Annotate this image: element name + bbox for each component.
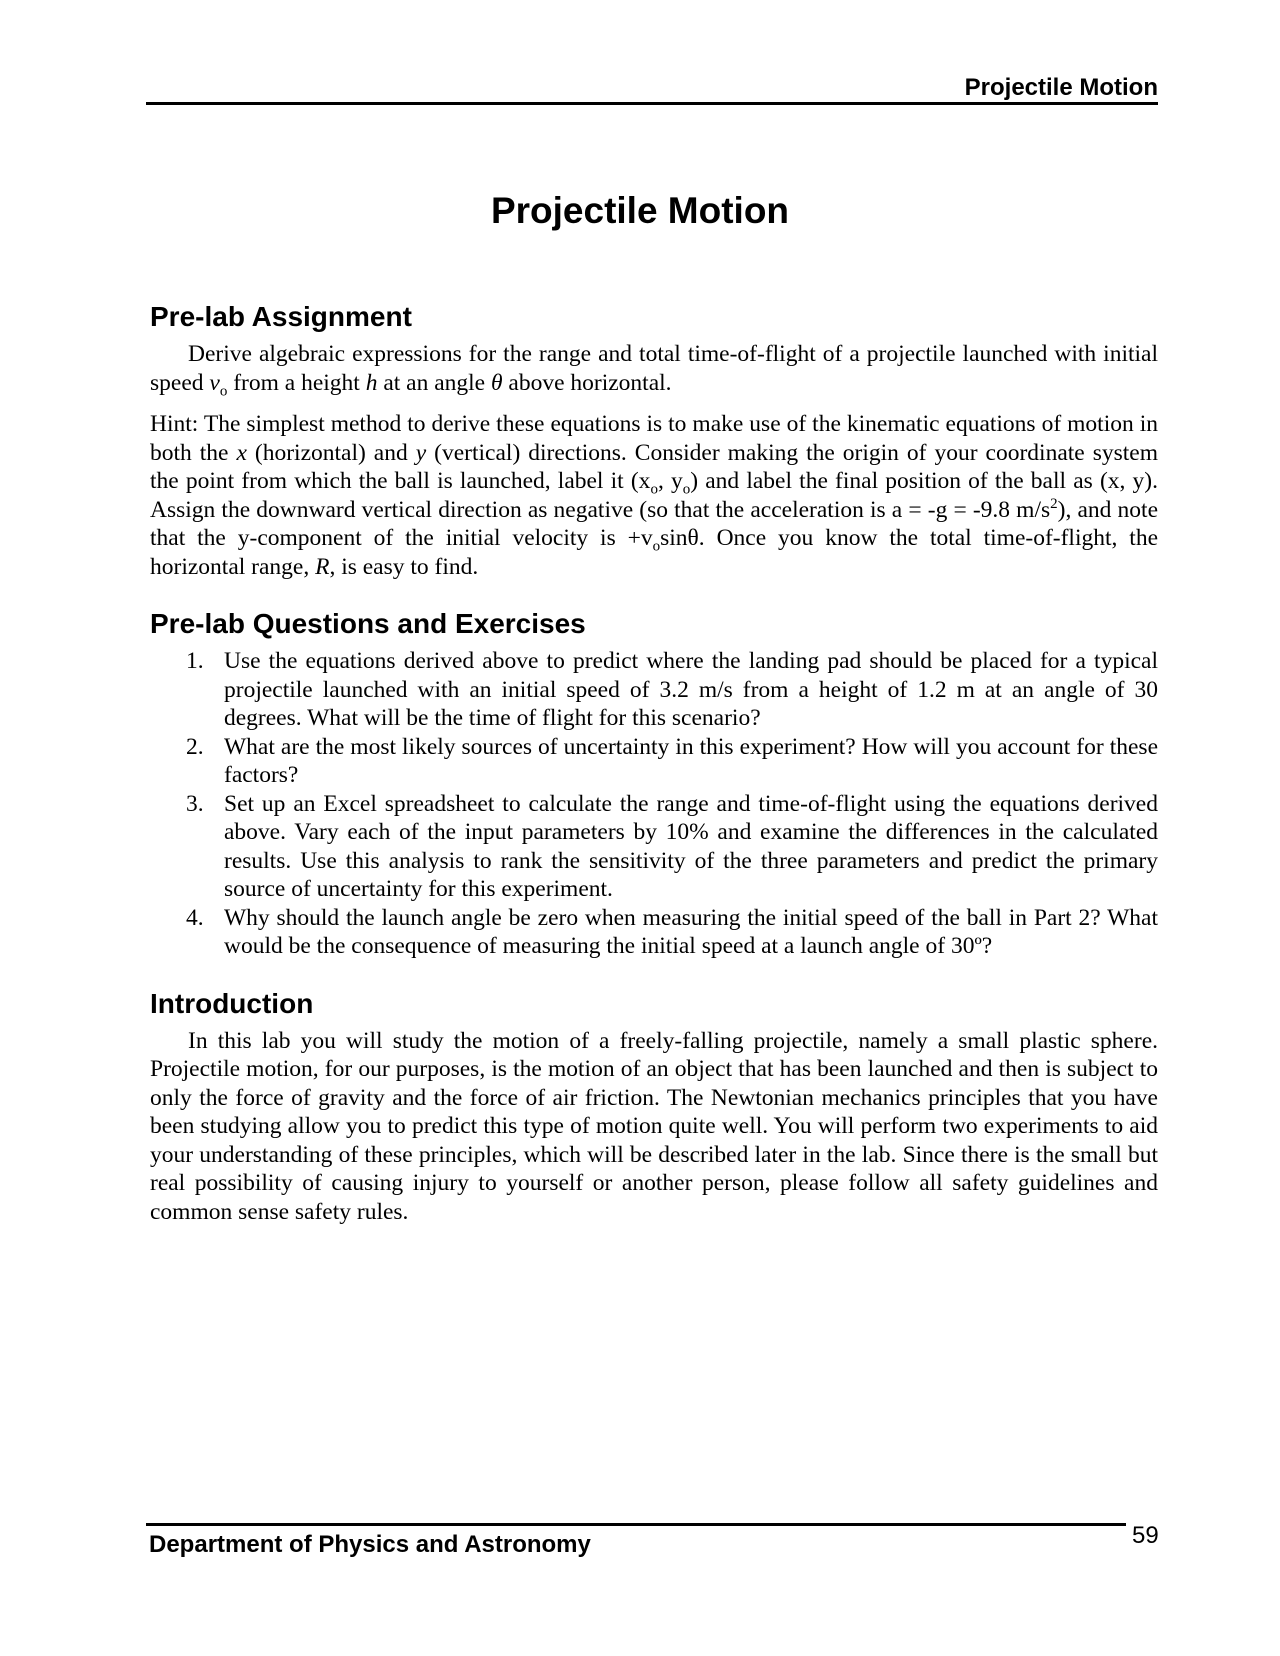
questions-list (150, 647, 1158, 961)
list-item-text: Use the equations derived above to predict where the landing pad should be placed for a typical projectile launched with an initial speed of 3.2 m/s from a height of 1.2 m at an angle of 30 degrees. What will be the time of flight for this scenario? (224, 648, 1158, 731)
list-item (150, 790, 1158, 904)
prelab-assignment-paragraph (150, 340, 1158, 400)
page-title: Projectile Motion (490, 190, 790, 231)
text-run: (vertical) directions. Consider making the origin of your coordinate system the point from which the ball is launched, label it (x (150, 439, 1158, 494)
text-run: (horizontal) and (246, 439, 416, 466)
text-run: o (219, 383, 228, 400)
prelab-assignment-section (150, 300, 1158, 581)
list-item-number: 4. (186, 904, 204, 931)
text-run: o (650, 481, 658, 498)
footer-department: Department of Physics and Astronomy (149, 1531, 591, 1558)
text-run: sinθ. Once you know the total time-of-flight, the horizontal range, (150, 525, 1158, 580)
hint-paragraph (150, 410, 1158, 581)
prelab-questions-section (150, 607, 1158, 961)
prelab-assignment-heading: Pre-lab Assignment (150, 301, 412, 332)
prelab-questions-heading: Pre-lab Questions and Exercises (150, 608, 586, 639)
list-item-number: 1. (186, 648, 204, 674)
text-run: h (365, 369, 378, 396)
footer-rule (146, 1523, 1126, 1526)
running-header-title: Projectile Motion (964, 74, 1158, 101)
text-run: θ (490, 369, 503, 396)
list-item (150, 647, 1158, 733)
text-run: , y (657, 468, 683, 494)
list-item-number: 2. (186, 733, 204, 760)
list-item-text: What are the most likely sources of uncertainty in this experiment? How will you account for these factors? (224, 733, 1158, 788)
text-run: ), and note that the y-component of the initial velocity is +v (150, 496, 1158, 551)
list-item-text: Set up an Excel spreadsheet to calculate the range and time-of-flight using the equations derived above. Vary each of the input parameters by 10% and examine the differences in the calculated results. Use this analysis to rank the sensitivity of the three parameters and predict the primary source of uncertainty for this experiment. (224, 790, 1158, 902)
introduction-heading: Introduction (150, 987, 314, 1019)
text-run: 2 (1050, 495, 1058, 512)
list-item (150, 733, 1158, 790)
text-run: Hint: The simplest method to derive these equations is to make use of the kinematic equations of motion in both the (150, 411, 1158, 466)
text-run: ) and label the final position of the ball as (x, y). Assign the downward vertical direction as negative (so that the acceleration is a = -g = -9.8 m/s (150, 468, 1159, 523)
text-run: , is easy to find. (329, 553, 479, 580)
page-number: 59 (1132, 1522, 1159, 1549)
page-content (150, 300, 1158, 1226)
list-item-text: Why should the launch angle be zero when measuring the initial speed of the ball in Part 2? What would be the consequence of measuring the initial speed at a launch angle of 30º? (224, 904, 1158, 959)
header-rule (146, 102, 1158, 105)
text-run: R (315, 553, 330, 580)
text-run: o (682, 481, 691, 498)
text-run: above horizontal. (502, 369, 672, 396)
text-run: from a height (227, 369, 366, 396)
list-item-number: 3. (186, 790, 204, 817)
text-run: at an angle (377, 369, 491, 396)
text-run: o (652, 538, 661, 555)
list-item (150, 904, 1158, 961)
introduction-paragraph: In this lab you will study the motion of a freely-falling projectile, namely a small plastic sphere. Projectile motion, for our purposes, is the motion of an object that has been launched and then is subject to only the force of gravity and the force of air friction. The Newtonian mechanics principles that you have been studying allow you to predict this type of motion quite well. You will perform two experiments to aid your understanding of these principles, which will be described later in the lab. Since there is the small but real possibility of causing injury to yourself or another person, please follow all safety guidelines and common sense safety rules. (150, 1027, 1158, 1225)
text-run: y (415, 439, 427, 466)
introduction-section (150, 987, 1158, 1227)
text-run: Derive algebraic expressions for the range and total time-of-flight of a projectile launched with initial speed (150, 341, 1158, 396)
text-run: x (236, 439, 247, 466)
text-run: v (209, 369, 220, 396)
